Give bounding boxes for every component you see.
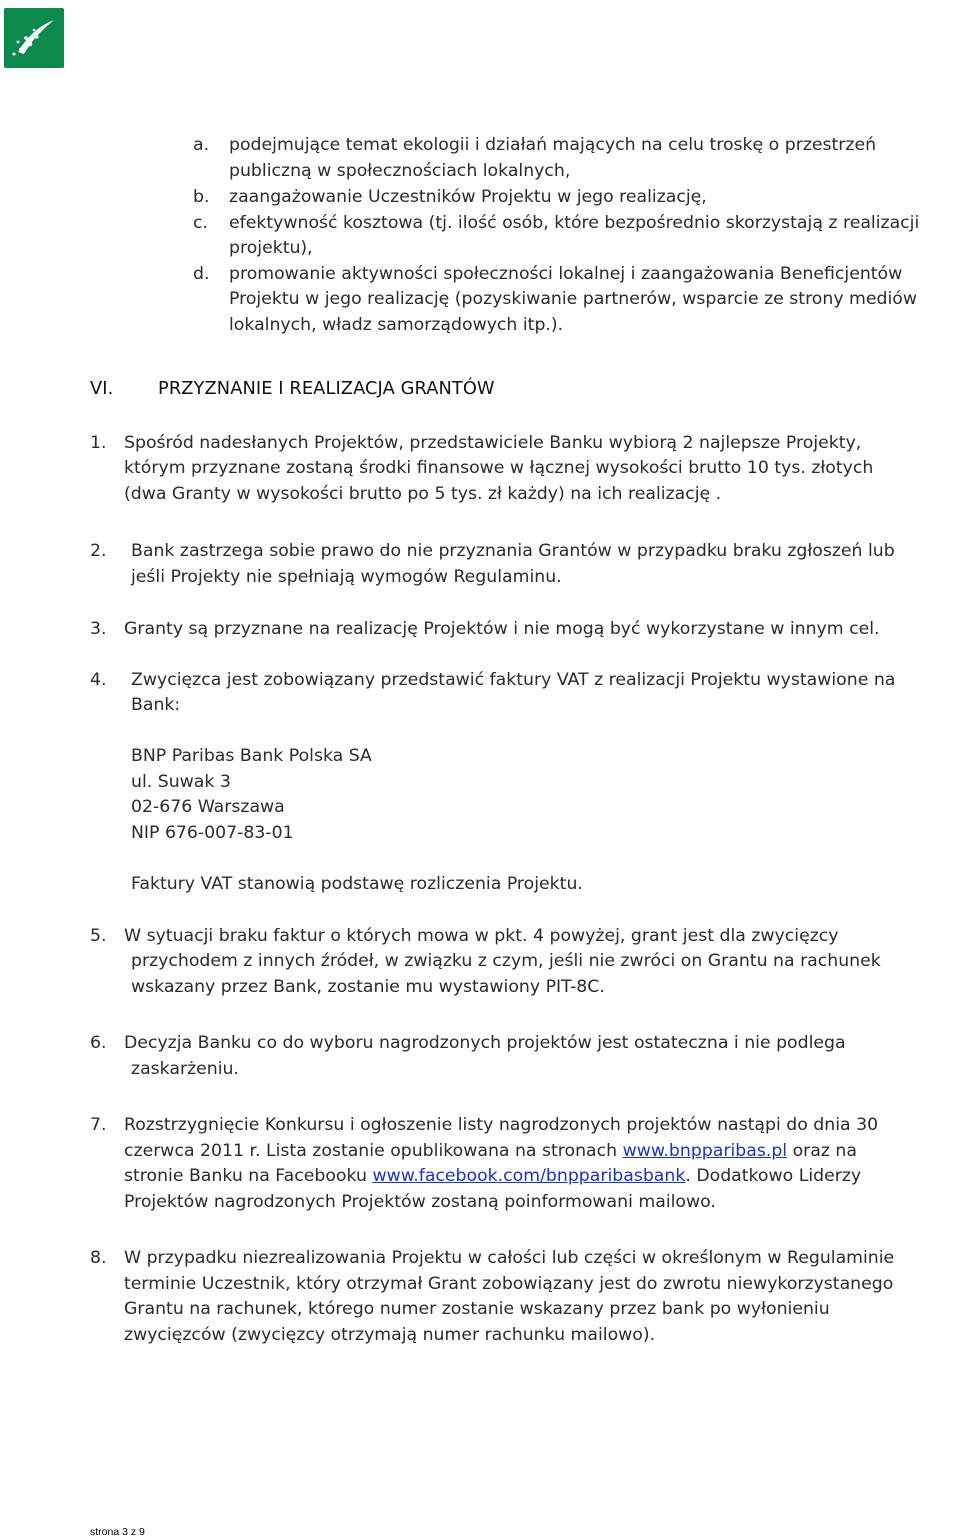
- facebook-page-link[interactable]: www.facebook.com/bnpparibasbank: [372, 1166, 686, 1186]
- item-marker-8: 8.: [90, 1248, 107, 1268]
- item-8-line-4: zwycięzców (zwycięzcy otrzymają numer rachunku mailowo).: [124, 1325, 656, 1345]
- list-marker-c: c.: [193, 213, 208, 233]
- criteria-c-line-2: projektu),: [229, 238, 313, 258]
- address-street: ul. Suwak 3: [131, 772, 231, 792]
- item-8-line-3: Grantu na rachunek, którego numer zostanie wskazany przez bank po wyłonieniu: [124, 1299, 830, 1319]
- bnpparibas-website-link[interactable]: www.bnpparibas.pl: [622, 1141, 788, 1161]
- item-marker-4: 4.: [90, 670, 107, 690]
- item-5-line-2: przychodem z innych źródeł, w związku z czym, jeśli nie zwróci on Grantu na rachunek: [131, 951, 881, 971]
- item-7-text-after-facebook: . Dodatkowo Liderzy: [685, 1166, 862, 1186]
- item-7-line-4: Projektów nagrodzonych Projektów zostaną poinformowani mailowo.: [124, 1192, 716, 1212]
- criteria-a-line-1: podejmujące temat ekologii i działań mających na celu troskę o przestrzeń: [229, 135, 877, 155]
- address-city: 02-676 Warszawa: [131, 797, 285, 817]
- item-7-line-2: [124, 1139, 857, 1165]
- item-1-line-2: którym przyznane zostaną środki finansowe w łącznej wysokości brutto 10 tys. złotych: [124, 458, 874, 478]
- item-6-line-2: zaskarżeniu.: [131, 1059, 239, 1079]
- item-4-line-1: Zwycięzca jest zobowiązany przedstawić faktury VAT z realizacji Projektu wystawione na: [131, 670, 896, 690]
- item-2-line-2: jeśli Projekty nie spełniają wymogów Regulaminu.: [131, 567, 562, 587]
- criteria-a-line-2: publiczną w społecznościach lokalnych,: [229, 161, 571, 181]
- criteria-c-line-1: efektywność kosztowa (tj. ilość osób, które bezpośrednio skorzystają z realizacji: [229, 213, 920, 233]
- item-marker-6: 6.: [90, 1033, 107, 1053]
- item-7-text-after-website: oraz na: [787, 1141, 857, 1161]
- item-marker-1: 1.: [90, 433, 107, 453]
- list-marker-b: b.: [193, 187, 210, 207]
- item-5-line-3: wskazany przez Bank, zostanie mu wystawiony PIT-8C.: [131, 977, 605, 997]
- item-8-line-1: W przypadku niezrealizowania Projektu w całości lub części w określonym w Regulaminie: [124, 1248, 895, 1268]
- section-number: VI.: [90, 378, 114, 399]
- page-number: strona 3 z 9: [90, 1526, 145, 1538]
- item-5-line-1: W sytuacji braku faktur o których mowa w pkt. 4 powyżej, grant jest dla zwycięzcy: [124, 926, 839, 946]
- item-8-line-2: terminie Uczestnik, który otrzymał Grant zobowiązany jest do zwrotu niewykorzystanego: [124, 1274, 894, 1294]
- item-4-line-2: Bank:: [131, 695, 181, 715]
- item-1-line-3: (dwa Granty w wysokości brutto po 5 tys. zł każdy) na ich realizację .: [124, 484, 722, 504]
- criteria-b-line-1: zaangażowanie Uczestników Projektu w jego realizację,: [229, 187, 707, 207]
- item-6-line-1: Decyzja Banku co do wyboru nagrodzonych projektów jest ostateczna i nie podlega: [124, 1033, 846, 1053]
- criteria-d-line-1: promowanie aktywności społeczności lokalnej i zaangażowania Beneficjentów: [229, 264, 903, 284]
- item-marker-7: 7.: [90, 1115, 107, 1135]
- list-marker-d: d.: [193, 264, 210, 284]
- criteria-d-line-3: lokalnych, władz samorządowych itp.).: [229, 315, 564, 335]
- item-7-line-1: Rozstrzygnięcie Konkursu i ogłoszenie listy nagrodzonych projektów nastąpi do dnia 30: [124, 1115, 879, 1135]
- invoice-note: Faktury VAT stanowią podstawę rozliczenia Projektu.: [131, 874, 583, 894]
- item-7-text-before-facebook: stronie Banku na Facebooku: [124, 1166, 373, 1186]
- item-7-text-before-website: czerwca 2011 r. Lista zostanie opublikowana na stronach: [124, 1141, 623, 1161]
- item-marker-5: 5.: [90, 926, 107, 946]
- item-7-line-3: [124, 1164, 861, 1190]
- address-nip: NIP 676-007-83-01: [131, 823, 294, 843]
- address-company: BNP Paribas Bank Polska SA: [131, 746, 372, 766]
- list-marker-a: a.: [193, 135, 210, 155]
- item-marker-2: 2.: [90, 541, 107, 561]
- section-title: PRZYZNANIE I REALIZACJA GRANTÓW: [158, 378, 495, 399]
- criteria-d-line-2: Projektu w jego realizację (pozyskiwanie partnerów, wsparcie ze strony mediów: [229, 289, 917, 309]
- bnp-paribas-logo-icon: [4, 8, 64, 68]
- item-2-line-1: Bank zastrzega sobie prawo do nie przyznania Grantów w przypadku braku zgłoszeń lub: [131, 541, 895, 561]
- item-1-line-1: Spośród nadesłanych Projektów, przedstawiciele Banku wybiorą 2 najlepsze Projekty,: [124, 433, 862, 453]
- item-marker-3: 3.: [90, 619, 107, 639]
- item-3-line-1: Granty są przyznane na realizację Projektów i nie mogą być wykorzystane w innym cel.: [124, 619, 880, 639]
